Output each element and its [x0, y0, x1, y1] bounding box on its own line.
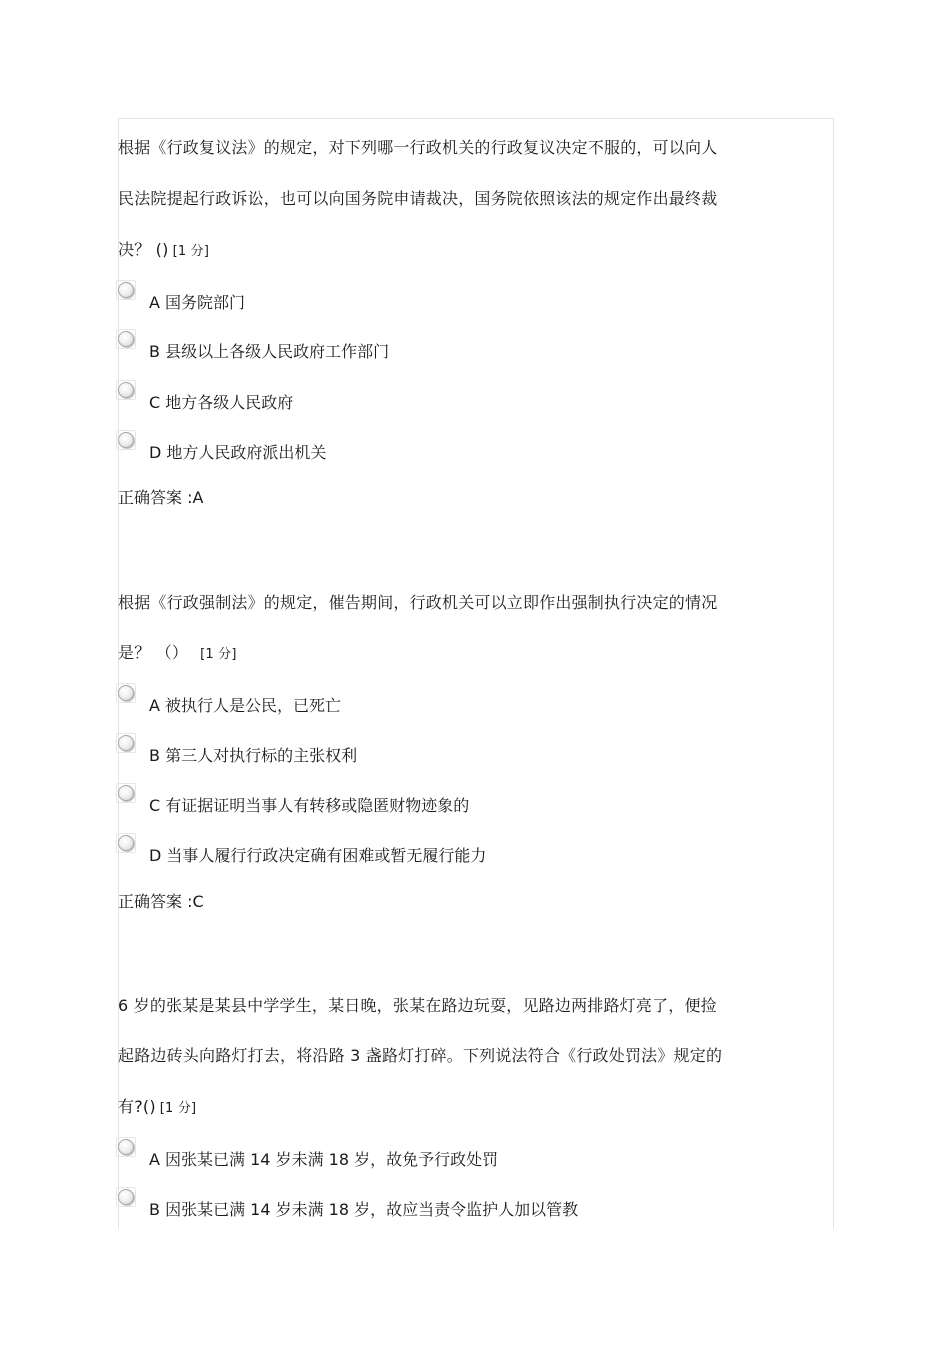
question-1-option-c[interactable]	[118, 390, 798, 414]
question-1-correct-answer: 正确答案 :A	[118, 488, 204, 507]
question-2-option-d[interactable]	[118, 843, 798, 867]
option-label: A 因张某已满 14 岁未满 18 岁，故免予行政处罚	[149, 1150, 499, 1169]
question-1-score: [1 分]	[172, 244, 210, 259]
question-3-line-1: 6 岁的张某是某县中学学生，某日晚，张某在路边玩耍，见路边两排路灯亮了，便捡	[118, 996, 717, 1015]
question-1-option-b[interactable]	[118, 339, 798, 363]
option-label: B 因张某已满 14 岁未满 18 岁，故应当责令监护人加以管教	[149, 1200, 579, 1219]
radio-button-icon[interactable]	[118, 1189, 134, 1205]
question-1-line-1: 根据《行政复议法》的规定，对下列哪一行政机关的行政复议决定不服的，可以向人	[118, 138, 718, 157]
question-1-line-3-text: 决？ ()	[118, 240, 169, 259]
option-label: D 当事人履行行政决定确有困难或暂无履行能力	[149, 846, 487, 865]
radio-button-icon[interactable]	[118, 835, 134, 851]
question-3-option-b[interactable]	[118, 1197, 798, 1221]
question-2-line-1: 根据《行政强制法》的规定，催告期间，行政机关可以立即作出强制执行决定的情况	[118, 593, 718, 612]
question-3-line-3-text: 有?()	[118, 1097, 156, 1116]
question-3-line-2: 起路边砖头向路灯打去，将沿路 3 盏路灯打碎。下列说法符合《行政处罚法》规定的	[118, 1046, 723, 1065]
question-2-line-2	[118, 640, 237, 663]
radio-button-icon[interactable]	[118, 735, 134, 751]
question-1-line-2: 民法院提起行政诉讼，也可以向国务院申请裁决，国务院依照该法的规定作出最终裁	[118, 189, 718, 208]
question-2-score: [1 分]	[200, 647, 237, 662]
radio-button-icon[interactable]	[118, 331, 134, 347]
option-label: A 国务院部门	[149, 293, 246, 312]
option-label: B 县级以上各级人民政府工作部门	[149, 342, 390, 361]
radio-button-icon[interactable]	[118, 1139, 134, 1155]
question-2-option-a[interactable]	[118, 693, 798, 717]
option-label: C 有证据证明当事人有转移或隐匿财物迹象的	[149, 796, 470, 815]
radio-button-icon[interactable]	[118, 382, 134, 398]
option-label: D 地方人民政府派出机关	[149, 443, 327, 462]
question-1-line-3	[118, 237, 209, 260]
radio-button-icon[interactable]	[118, 432, 134, 448]
question-1-option-d[interactable]	[118, 440, 798, 464]
question-1-option-a[interactable]	[118, 290, 798, 314]
question-3-option-a[interactable]	[118, 1147, 798, 1171]
option-label: C 地方各级人民政府	[149, 393, 294, 412]
radio-button-icon[interactable]	[118, 685, 134, 701]
question-2-option-b[interactable]	[118, 743, 798, 767]
option-label: A 被执行人是公民，已死亡	[149, 696, 342, 715]
question-2-correct-answer: 正确答案 :C	[118, 892, 204, 911]
option-label: B 第三人对执行标的主张权利	[149, 746, 358, 765]
radio-button-icon[interactable]	[118, 785, 134, 801]
question-2-line-2-text: 是？ （）	[118, 643, 189, 662]
question-3-line-3	[118, 1094, 196, 1117]
question-3-score: [1 分]	[159, 1101, 197, 1116]
radio-button-icon[interactable]	[118, 282, 134, 298]
question-2-option-c[interactable]	[118, 793, 798, 817]
